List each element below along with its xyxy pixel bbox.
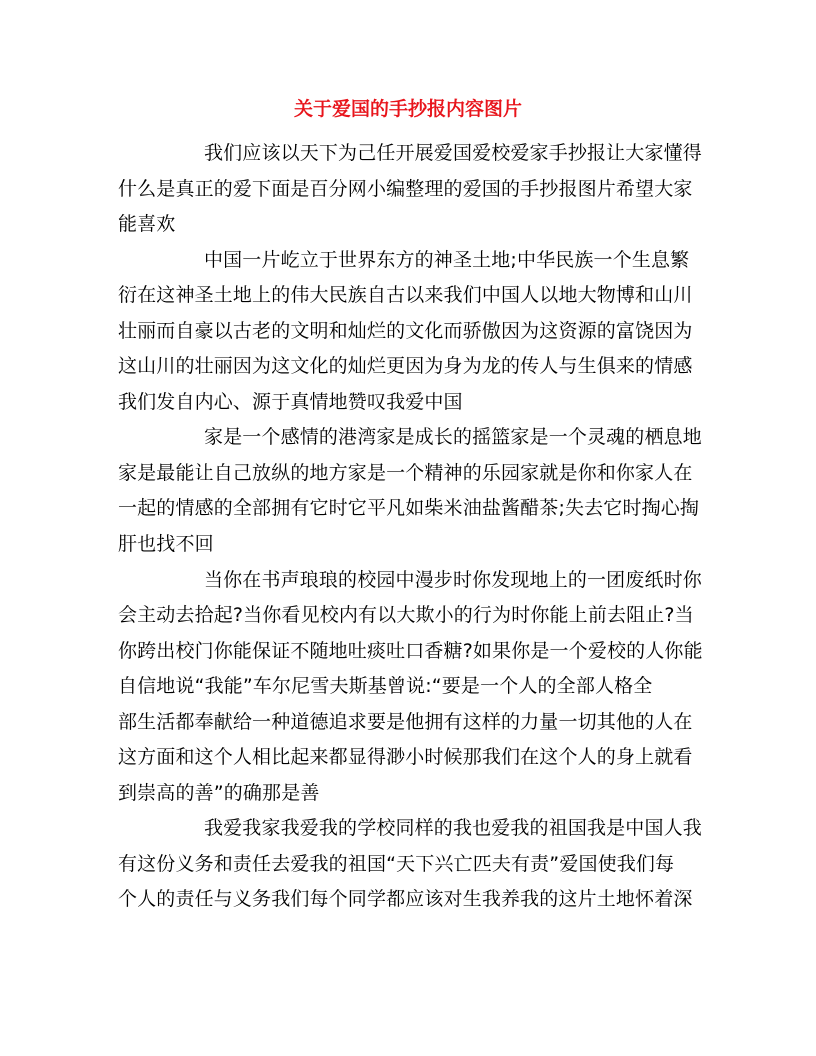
text-line: 衍在这神圣土地上的伟大民族自古以来我们中国人以地大物博和山川 [118,284,693,307]
paragraph-4 [118,563,704,812]
paragraph-2 [118,243,704,421]
text-line: 壮丽而自豪以古老的文明和灿烂的文化而骄傲因为这资源的富饶因为 [118,319,693,342]
text-line: 什么是真正的爱下面是百分网小编整理的爱国的手抄报图片希望大家 [118,177,693,200]
text-line: 当你在书声琅琅的校园中漫步时你发现地上的一团废纸时你 [204,568,702,591]
paragraph-1 [118,136,704,243]
text-line: 这山川的壮丽因为这文化的灿烂更因为身为龙的传人与生俱来的情感 [118,355,693,378]
text-line: 到崇高的善”的确那是善 [118,781,320,804]
text-line: 我们发自内心、源于真情地赞叹我爱中国 [118,390,463,413]
document-title: 关于爱国的手抄报内容图片 [293,98,522,120]
text-line: 个人的责任与义务我们每个同学都应该对生我养我的这片土地怀着深 [118,888,693,911]
text-line: 这方面和这个人相比起来都显得渺小时候那我们在这个人的身上就看 [118,746,693,769]
text-line: 我们应该以天下为己任开展爱国爱校爱家手抄报让大家懂得 [204,142,702,164]
text-line: 会主动去拾起?当你看见校内有以大欺小的行为时你能上前去阻止?当 [118,604,694,627]
paragraph-5 [118,811,704,918]
text-line: 家是一个感情的港湾家是成长的摇篮家是一个灵魂的栖息地 [204,426,702,449]
text-line: 有这份义务和责任去爱我的祖国“天下兴亡匹夫有责”爱国使我们每 [118,852,675,875]
text-line: 我爱我家我爱我的学校同样的我也爱我的祖国我是中国人我 [204,817,702,840]
text-line: 一起的情感的全部拥有它时它平凡如柴米油盐酱醋茶;失去它时掏心掏 [118,497,700,520]
text-line: 能喜欢 [118,213,176,236]
text-line: 中国一片屹立于世界东方的神圣土地;中华民族一个生息繁 [204,248,690,271]
paragraph-3 [118,420,704,562]
text-line: 肝也找不回 [118,533,214,556]
text-line: 家是最能让自己放纵的地方家是一个精神的乐园家就是你和你家人在 [118,461,693,484]
document-body [118,136,704,918]
text-line: 你跨出校门你能保证不随地吐痰吐口香糖?如果你是一个爱校的人你能 [118,639,703,662]
text-line: 自信地说“我能”车尔尼雪夫斯基曾说:“要是一个人的全部人格全 [118,675,653,698]
text-line: 部生活都奉献给一种道德追求要是他拥有这样的力量一切其他的人在 [118,710,693,733]
